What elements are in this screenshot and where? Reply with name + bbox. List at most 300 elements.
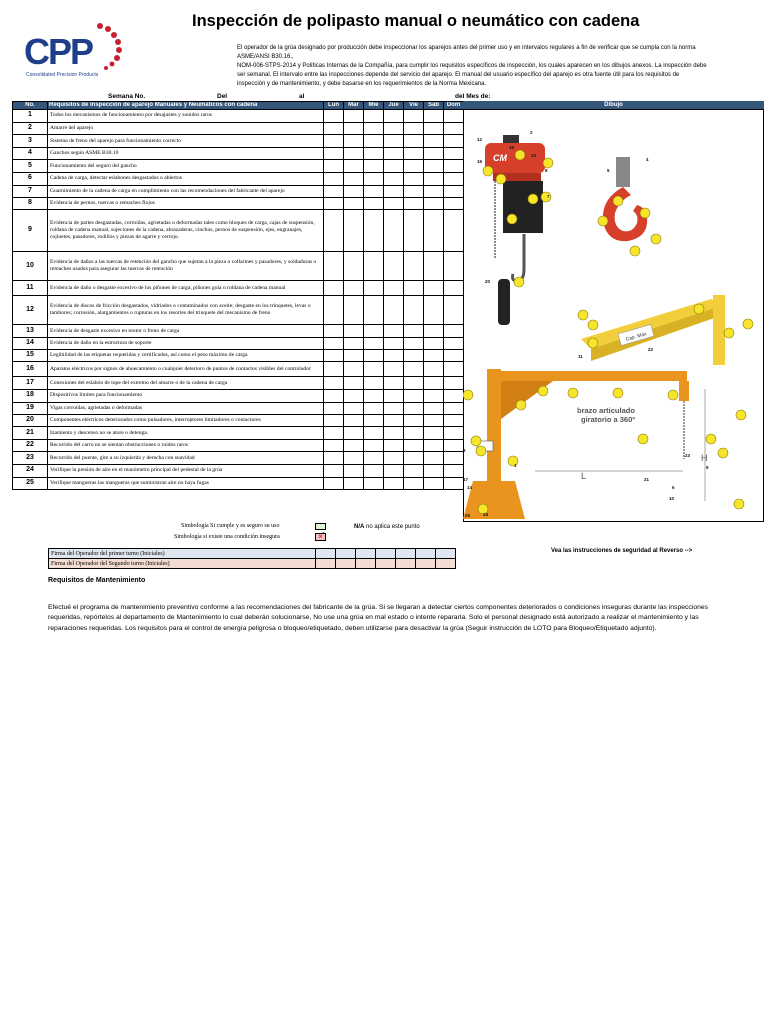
day-check-cell[interactable] <box>424 296 444 325</box>
signature-cell[interactable] <box>336 559 356 569</box>
day-check-cell[interactable] <box>424 427 444 440</box>
day-check-cell[interactable] <box>404 389 424 402</box>
row-requirement: Guarnimiento de la cadena de carga en cumplimiento con las recomendaciones del fabricante del aparejo <box>48 185 324 197</box>
intro-text <box>237 44 709 89</box>
row-number: 16 <box>13 362 48 377</box>
day-check-cell[interactable] <box>344 172 364 185</box>
drawing-number: 20 <box>485 279 491 284</box>
inspection-marker <box>638 434 648 444</box>
day-check-cell[interactable] <box>324 377 344 390</box>
from-label: Del <box>217 93 228 100</box>
drawing-number: 23 <box>685 453 691 458</box>
day-check-cell[interactable] <box>364 296 384 325</box>
day-check-cell[interactable] <box>404 135 424 148</box>
signature-cell[interactable] <box>436 549 456 559</box>
day-check-cell[interactable] <box>324 415 344 427</box>
row-requirement: Evidencia de daños a las tuercas de retención del gancho que sujetan a la pieza o collarines y pasadores, y soldaduras o remaches usados para asegurar las tuercas de retención <box>48 252 324 281</box>
page-title: Inspección de polipasto manual o neumático con cadena <box>192 12 640 30</box>
day-check-cell[interactable] <box>424 362 444 377</box>
day-check-cell[interactable] <box>324 452 344 465</box>
checklist-row <box>13 362 464 377</box>
day-check-cell[interactable] <box>324 122 344 135</box>
day-check-cell[interactable] <box>324 350 344 362</box>
day-check-cell[interactable] <box>444 122 464 135</box>
day-check-cell[interactable] <box>324 281 344 296</box>
drawing-number: 10 <box>669 496 675 501</box>
day-check-cell[interactable] <box>444 415 464 427</box>
day-check-cell[interactable] <box>324 325 344 338</box>
day-check-cell[interactable] <box>444 325 464 338</box>
checklist-row <box>13 464 464 477</box>
legend-ok-symbol <box>315 523 326 530</box>
row-requirement: Izamiento y descenso no se atore o detenga. <box>48 427 324 440</box>
day-check-cell[interactable] <box>364 172 384 185</box>
day-check-cell[interactable] <box>404 252 424 281</box>
drawing-number: 12 <box>477 137 483 142</box>
day-check-cell[interactable] <box>384 197 404 210</box>
day-check-cell[interactable] <box>364 122 384 135</box>
day-check-cell[interactable] <box>404 362 424 377</box>
day-check-cell[interactable] <box>444 464 464 477</box>
row-requirement: Evidencia de pernos, tuercas o remaches flojos <box>48 197 324 210</box>
day-check-cell[interactable] <box>424 135 444 148</box>
day-check-cell[interactable] <box>364 135 384 148</box>
row-requirement: Cadena de carga, detectar eslabones desgastados o abiertos <box>48 172 324 185</box>
intro-paragraph-2: NOM-006-STPS-2014 y Políticas Internas de la Compañía, para cumplir los requisitos específicos de inspección, los cuales aparecen en los dibujos anexos. La inspección debe ser semanal. El intervalo entre las inspecciones depende del servicio del aparejo. El manual del usuario específico del aparejo es otra fuente útil para los requisitos de inspección y de mantenimiento, y debe basarse en los requerimientos de la Norma Mexicana. <box>237 63 707 87</box>
inspection-marker <box>736 410 746 420</box>
day-check-cell[interactable] <box>404 147 424 160</box>
day-check-cell[interactable] <box>424 464 444 477</box>
row-requirement: Recorrido del carro no se sientan obstrucciones o ruidos raros <box>48 439 324 452</box>
checklist-row <box>13 281 464 296</box>
day-check-cell[interactable] <box>344 325 364 338</box>
day-check-cell[interactable] <box>404 427 424 440</box>
day-check-cell[interactable] <box>344 452 364 465</box>
day-check-cell[interactable] <box>424 402 444 415</box>
day-check-cell[interactable] <box>364 281 384 296</box>
inspection-marker <box>630 246 640 256</box>
day-check-cell[interactable] <box>424 210 444 252</box>
day-check-cell[interactable] <box>384 135 404 148</box>
inspection-marker <box>724 328 734 338</box>
legend-ok-text: Simbología Si cumple y es seguro su uso <box>181 523 280 529</box>
day-check-cell[interactable] <box>344 439 364 452</box>
day-check-cell[interactable] <box>324 185 344 197</box>
legend-na-text: no aplica este punto <box>364 524 420 530</box>
drawing-number: 15 <box>509 145 515 150</box>
checklist-row <box>13 427 464 440</box>
row-requirement: Dispositivos límites para funcionamiento <box>48 389 324 402</box>
day-check-cell[interactable] <box>444 389 464 402</box>
signature-cell[interactable] <box>376 559 396 569</box>
row-number: 15 <box>13 350 48 362</box>
day-check-cell[interactable] <box>344 362 364 377</box>
col-day-header: Mie <box>364 102 384 110</box>
day-check-cell[interactable] <box>364 402 384 415</box>
day-check-cell[interactable] <box>424 325 444 338</box>
inspection-marker <box>718 448 728 458</box>
checklist-row <box>13 337 464 350</box>
day-check-cell[interactable] <box>344 296 364 325</box>
day-check-cell[interactable] <box>424 415 444 427</box>
day-check-cell[interactable] <box>344 110 364 123</box>
day-check-cell[interactable] <box>324 337 344 350</box>
legend-unsafe-symbol: × <box>315 533 326 541</box>
day-check-cell[interactable] <box>324 477 344 490</box>
day-check-cell[interactable] <box>364 252 384 281</box>
day-check-cell[interactable] <box>344 160 364 173</box>
checklist-row <box>13 252 464 281</box>
inspection-marker <box>516 400 526 410</box>
day-check-cell[interactable] <box>444 362 464 377</box>
day-check-cell[interactable] <box>344 350 364 362</box>
day-check-cell[interactable] <box>384 377 404 390</box>
day-check-cell[interactable] <box>424 160 444 173</box>
row-requirement: Verifique la presión de aire en el manómetro principal del pedestal de la grúa <box>48 464 324 477</box>
inspection-marker <box>588 338 598 348</box>
inspection-marker <box>471 436 481 446</box>
row-number: 25 <box>13 477 48 490</box>
day-check-cell[interactable] <box>404 122 424 135</box>
jib-caption-2: giratorio a 360º <box>581 415 636 424</box>
day-check-cell[interactable] <box>384 427 404 440</box>
day-check-cell[interactable] <box>324 439 344 452</box>
to-label: al <box>299 93 305 100</box>
day-check-cell[interactable] <box>364 160 384 173</box>
inspection-marker <box>543 158 553 168</box>
day-check-cell[interactable] <box>384 389 404 402</box>
day-check-cell[interactable] <box>424 337 444 350</box>
checklist-row <box>13 172 464 185</box>
signature-cell[interactable] <box>336 549 356 559</box>
day-check-cell[interactable] <box>404 464 424 477</box>
signature-cell[interactable] <box>316 549 336 559</box>
day-check-cell[interactable] <box>364 362 384 377</box>
day-check-cell[interactable] <box>424 439 444 452</box>
inspection-marker <box>588 320 598 330</box>
hoist-brand: CM <box>493 153 507 163</box>
row-number: 20 <box>13 415 48 427</box>
day-check-cell[interactable] <box>444 427 464 440</box>
row-requirement: Sistema de freno del aparejo para funcionamiento correcto <box>48 135 324 148</box>
inspection-marker <box>743 319 753 329</box>
week-label: Semana No. <box>108 93 146 100</box>
row-requirement: Vigas corroídas, agrietadas o deformadas <box>48 402 324 415</box>
day-check-cell[interactable] <box>404 296 424 325</box>
day-check-cell[interactable] <box>384 439 404 452</box>
drawing-number: 4 <box>646 157 649 162</box>
day-check-cell[interactable] <box>404 415 424 427</box>
day-check-cell[interactable] <box>364 147 384 160</box>
drawing-number: 2 <box>530 130 533 135</box>
day-check-cell[interactable] <box>324 362 344 377</box>
row-requirement: Evidencia de desgaste excesivo en motor o freno de carga <box>48 325 324 338</box>
day-check-cell[interactable] <box>384 110 404 123</box>
signature-cell[interactable] <box>436 559 456 569</box>
drawing-number: 17 <box>463 477 469 482</box>
day-check-cell[interactable] <box>444 172 464 185</box>
inspection-marker <box>613 196 623 206</box>
signature-second-shift-label: Firma del Operador del Segundo turno (Iniciales) <box>49 559 316 569</box>
day-check-cell[interactable] <box>444 402 464 415</box>
row-number: 1 <box>13 110 48 123</box>
day-check-cell[interactable] <box>364 110 384 123</box>
day-check-cell[interactable] <box>344 185 364 197</box>
day-check-cell[interactable] <box>344 281 364 296</box>
day-check-cell[interactable] <box>344 427 364 440</box>
inspection-marker <box>613 388 623 398</box>
day-check-cell[interactable] <box>384 350 404 362</box>
signature-cell[interactable] <box>416 549 436 559</box>
signature-cell[interactable] <box>376 549 396 559</box>
day-check-cell[interactable] <box>364 337 384 350</box>
day-check-cell[interactable] <box>384 325 404 338</box>
day-check-cell[interactable] <box>344 252 364 281</box>
crane-drawing <box>463 109 764 522</box>
day-check-cell[interactable] <box>384 252 404 281</box>
day-check-cell[interactable] <box>404 439 424 452</box>
day-check-cell[interactable] <box>324 402 344 415</box>
inspection-marker <box>598 216 608 226</box>
day-check-cell[interactable] <box>324 210 344 252</box>
day-check-cell[interactable] <box>404 197 424 210</box>
row-requirement: Amarre del aparejo <box>48 122 324 135</box>
day-check-cell[interactable] <box>324 135 344 148</box>
day-check-cell[interactable] <box>404 402 424 415</box>
day-check-cell[interactable] <box>404 377 424 390</box>
checklist-row <box>13 160 464 173</box>
day-check-cell[interactable] <box>364 325 384 338</box>
day-check-cell[interactable] <box>384 296 404 325</box>
inspection-marker <box>528 194 538 204</box>
day-check-cell[interactable] <box>364 350 384 362</box>
drawing-number: 21 <box>644 477 650 482</box>
day-check-cell[interactable] <box>364 185 384 197</box>
signature-cell[interactable] <box>416 559 436 569</box>
day-check-cell[interactable] <box>444 350 464 362</box>
day-check-cell[interactable] <box>424 350 444 362</box>
drawing-number: 3 <box>463 448 466 453</box>
day-check-cell[interactable] <box>364 389 384 402</box>
day-check-cell[interactable] <box>364 477 384 490</box>
checklist-row <box>13 439 464 452</box>
day-check-cell[interactable] <box>424 185 444 197</box>
row-requirement: Aparatos eléctricos por signos de ahuecamiento o cualquier deterioro de puntos de contactos visibles del controlador <box>48 362 324 377</box>
day-check-cell[interactable] <box>364 210 384 252</box>
day-check-cell[interactable] <box>404 477 424 490</box>
col-day-header: Mar <box>344 102 364 110</box>
day-check-cell[interactable] <box>444 185 464 197</box>
day-check-cell[interactable] <box>424 172 444 185</box>
day-check-cell[interactable] <box>404 210 424 252</box>
checklist-row <box>13 389 464 402</box>
day-check-cell[interactable] <box>344 122 364 135</box>
day-check-cell[interactable] <box>384 452 404 465</box>
drawing-number: 11 <box>578 354 583 359</box>
day-check-cell[interactable] <box>364 377 384 390</box>
row-requirement: Legibilidad de las etiquetas requeridas y certificados, así como el peso máximo de carga <box>48 350 324 362</box>
checklist-row <box>13 402 464 415</box>
signature-cell[interactable] <box>316 559 336 569</box>
day-check-cell[interactable] <box>424 252 444 281</box>
jib-caption-1: brazo articulado <box>577 406 635 415</box>
col-day-header: Dom <box>444 102 464 110</box>
day-check-cell[interactable] <box>324 172 344 185</box>
day-check-cell[interactable] <box>364 427 384 440</box>
row-requirement: Evidencia de discos de fricción desgastados, vidriados o contaminados con aceite; desgaste en los trinquetes, levas o tambores; corrosión, alargamientos o rupturas en los resortes del trinquete del mecanismo de freno <box>48 296 324 325</box>
day-check-cell[interactable] <box>444 439 464 452</box>
day-check-cell[interactable] <box>404 160 424 173</box>
day-check-cell[interactable] <box>444 452 464 465</box>
row-number: 7 <box>13 185 48 197</box>
day-check-cell[interactable] <box>364 464 384 477</box>
day-check-cell[interactable] <box>404 172 424 185</box>
drawing-number: 5 <box>607 168 610 173</box>
inspection-marker <box>568 388 578 398</box>
day-check-cell[interactable] <box>344 389 364 402</box>
drawing-number: 24 <box>483 512 489 517</box>
day-check-cell[interactable] <box>344 197 364 210</box>
day-check-cell[interactable] <box>384 337 404 350</box>
day-check-cell[interactable] <box>444 210 464 252</box>
day-check-cell[interactable] <box>404 110 424 123</box>
day-check-cell[interactable] <box>444 281 464 296</box>
inspection-marker <box>514 277 524 287</box>
signature-first-shift-label: Firma del Operador del primer turno (Iniciales) <box>49 549 316 559</box>
day-check-cell[interactable] <box>424 389 444 402</box>
day-check-cell[interactable] <box>404 350 424 362</box>
day-check-cell[interactable] <box>364 415 384 427</box>
signature-table <box>48 548 456 569</box>
day-check-cell[interactable] <box>324 110 344 123</box>
day-check-cell[interactable] <box>384 172 404 185</box>
day-check-cell[interactable] <box>424 110 444 123</box>
checklist-row <box>13 135 464 148</box>
day-check-cell[interactable] <box>384 147 404 160</box>
drawing-number: 1 <box>514 463 517 468</box>
day-check-cell[interactable] <box>444 147 464 160</box>
day-check-cell[interactable] <box>424 477 444 490</box>
drawing-number: 13 <box>531 153 537 158</box>
day-check-cell[interactable] <box>404 281 424 296</box>
day-check-cell[interactable] <box>404 452 424 465</box>
row-number: 12 <box>13 296 48 325</box>
signature-cell[interactable] <box>396 549 416 559</box>
row-number: 18 <box>13 389 48 402</box>
day-check-cell[interactable] <box>384 464 404 477</box>
day-check-cell[interactable] <box>344 337 364 350</box>
signature-cell[interactable] <box>356 549 376 559</box>
day-check-cell[interactable] <box>444 197 464 210</box>
day-check-cell[interactable] <box>364 452 384 465</box>
day-check-cell[interactable] <box>444 110 464 123</box>
signature-cell[interactable] <box>356 559 376 569</box>
inspection-marker <box>463 390 473 400</box>
row-number: 9 <box>13 210 48 252</box>
day-check-cell[interactable] <box>444 296 464 325</box>
day-check-cell[interactable] <box>384 415 404 427</box>
day-check-cell[interactable] <box>444 160 464 173</box>
checklist-row <box>13 350 464 362</box>
day-check-cell[interactable] <box>324 427 344 440</box>
day-check-cell[interactable] <box>384 160 404 173</box>
day-check-cell[interactable] <box>324 389 344 402</box>
day-check-cell[interactable] <box>344 402 364 415</box>
day-check-cell[interactable] <box>444 477 464 490</box>
day-check-cell[interactable] <box>384 362 404 377</box>
row-requirement: Verifique mangueras las mangueras que suministran aire no haya fugas <box>48 477 324 490</box>
day-check-cell[interactable] <box>344 147 364 160</box>
maintenance-text: Efectué el programa de mantenimiento preventivo conforme a las recomendaciones del fabricante de la grúa. Si se llegaran a detectar ciertos componentes deteriorados o condiciones inseguras durante las inspecciones requeridas, repórtelos al departamento de Mantenimiento lo cual deberán solucionarse, No use una grúa en mal estado o intente repararla. Solo el personal designado está autorizado a realizar el mantenimiento y las reparaciones requeridas. Los requisitos para el control de energía peligrosa o bloqueo/etiquetado, deben utilizarse para desactivar la grúa (Seguir instrucción de LOTO para Bloqueo/Etiquetado adjunto). <box>48 604 709 632</box>
beam-illustration <box>581 295 725 365</box>
day-check-cell[interactable] <box>384 122 404 135</box>
row-requirement: Evidencia de daño o desgaste excesivo de los piñones de carga, piñones guía o roldana de cadena manual <box>48 281 324 296</box>
row-number: 22 <box>13 439 48 452</box>
signature-cell[interactable] <box>396 559 416 569</box>
col-day-header: Vie <box>404 102 424 110</box>
day-check-cell[interactable] <box>384 210 404 252</box>
day-check-cell[interactable] <box>444 135 464 148</box>
hoist-illustration <box>485 135 545 325</box>
day-check-cell[interactable] <box>444 337 464 350</box>
day-check-cell[interactable] <box>444 252 464 281</box>
drawing-header: Dibujo <box>463 101 764 109</box>
day-check-cell[interactable] <box>324 464 344 477</box>
day-check-cell[interactable] <box>384 185 404 197</box>
day-check-cell[interactable] <box>424 377 444 390</box>
row-requirement: Evidencia de daño en la estructura de soporte <box>48 337 324 350</box>
day-check-cell[interactable] <box>404 185 424 197</box>
day-check-cell[interactable] <box>364 439 384 452</box>
day-check-cell[interactable] <box>424 147 444 160</box>
day-check-cell[interactable] <box>384 402 404 415</box>
day-check-cell[interactable] <box>424 197 444 210</box>
day-check-cell[interactable] <box>324 147 344 160</box>
day-check-cell[interactable] <box>424 281 444 296</box>
inspection-marker <box>706 434 716 444</box>
checklist-row <box>13 110 464 123</box>
day-check-cell[interactable] <box>344 415 364 427</box>
day-check-cell[interactable] <box>324 252 344 281</box>
capacity-plate-text: Cap. Max <box>625 331 648 343</box>
drawing-number: 8 <box>545 168 548 173</box>
row-requirement: Conexiones del eslabón de tope del extremo del amarre o de la cadena de carga <box>48 377 324 390</box>
legend-na-abbr: N/A <box>354 524 365 530</box>
day-check-cell[interactable] <box>344 477 364 490</box>
row-number: 5 <box>13 160 48 173</box>
day-check-cell[interactable] <box>324 296 344 325</box>
day-check-cell[interactable] <box>404 337 424 350</box>
day-check-cell[interactable] <box>344 377 364 390</box>
col-day-header: Sab <box>424 102 444 110</box>
day-check-cell[interactable] <box>424 452 444 465</box>
day-check-cell[interactable] <box>444 377 464 390</box>
checklist-row <box>13 477 464 490</box>
day-check-cell[interactable] <box>384 477 404 490</box>
day-check-cell[interactable] <box>344 210 364 252</box>
day-check-cell[interactable] <box>344 464 364 477</box>
day-check-cell[interactable] <box>384 281 404 296</box>
day-check-cell[interactable] <box>404 325 424 338</box>
svg-text:CPP: CPP <box>24 31 93 72</box>
row-number: 23 <box>13 452 48 465</box>
day-check-cell[interactable] <box>424 122 444 135</box>
row-number: 11 <box>13 281 48 296</box>
day-check-cell[interactable] <box>324 160 344 173</box>
day-check-cell[interactable] <box>324 197 344 210</box>
day-check-cell[interactable] <box>364 197 384 210</box>
day-check-cell[interactable] <box>344 135 364 148</box>
